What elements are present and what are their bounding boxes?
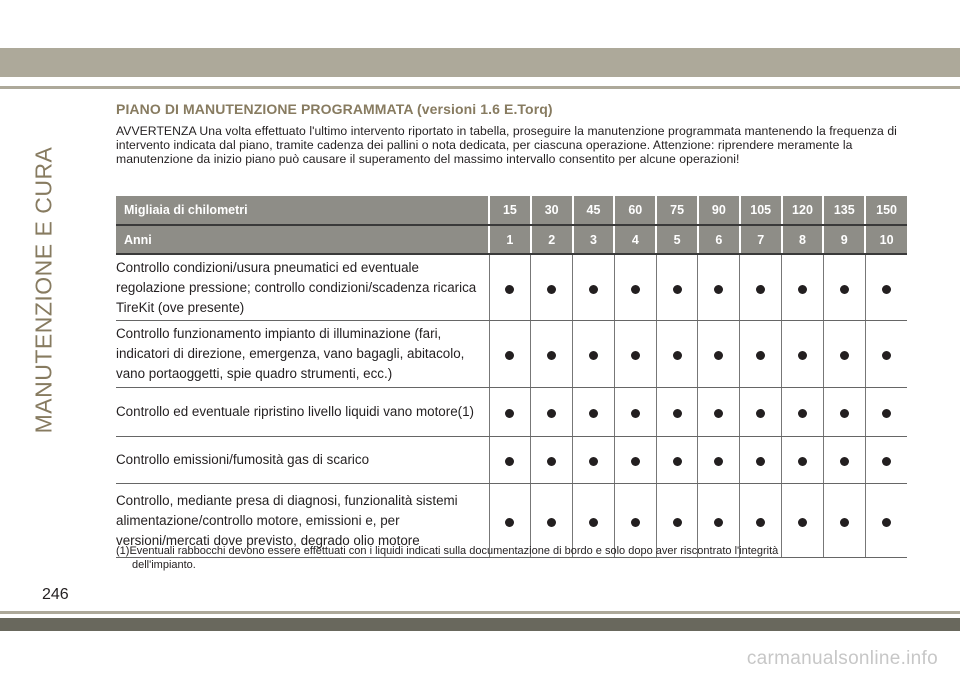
scheduled-dot-icon <box>882 518 891 527</box>
scheduled-dot-icon <box>798 457 807 466</box>
scheduled-dot-icon <box>882 285 891 294</box>
scheduled-dot-icon <box>882 457 891 466</box>
scheduled-dot-icon <box>714 351 723 360</box>
km-value: 15 <box>489 196 531 225</box>
year-value: 4 <box>614 225 656 254</box>
scheduled-dot-icon <box>714 285 723 294</box>
top-divider <box>0 86 960 89</box>
table-row <box>116 388 907 437</box>
scheduled-dot-icon <box>714 409 723 418</box>
scheduled-dot-icon <box>631 457 640 466</box>
operation-label: Controllo, mediante presa di diagnosi, funzionalità sistemi alimentazione/controllo motore, emissioni e, per versioni/mercati dove previsto, degrado olio motore <box>116 484 489 558</box>
km-header-label: Migliaia di chilometri <box>116 196 489 225</box>
year-value: 6 <box>698 225 740 254</box>
scheduled-dot-icon <box>505 351 514 360</box>
scheduled-dot-icon <box>547 351 556 360</box>
operation-label: Controllo funzionamento impianto di illuminazione (fari, indicatori di direzione, emergenza, vano bagagli, abitacolo, vano portaoggetti, spie quadro strumenti, ecc.) <box>116 321 489 388</box>
scheduled-dot-icon <box>547 285 556 294</box>
bottom-decorative-band <box>0 618 960 631</box>
table-footnote <box>116 544 907 572</box>
year-value: 7 <box>740 225 782 254</box>
scheduled-dot-icon <box>882 351 891 360</box>
km-value: 135 <box>823 196 865 225</box>
scheduled-dot-icon <box>798 351 807 360</box>
scheduled-dot-icon <box>589 351 598 360</box>
scheduled-dot-icon <box>840 518 849 527</box>
scheduled-dot-icon <box>798 285 807 294</box>
scheduled-dot-icon <box>673 285 682 294</box>
operation-label: Controllo condizioni/usura pneumatici ed eventuale regolazione pressione; controllo condizioni/scadenza ricarica TireKit (ove presente) <box>116 254 489 321</box>
scheduled-dot-icon <box>840 285 849 294</box>
km-value: 30 <box>531 196 573 225</box>
scheduled-dot-icon <box>589 457 598 466</box>
km-value: 60 <box>614 196 656 225</box>
chapter-side-title: MANUTENZIONE E CURA <box>30 146 57 434</box>
scheduled-dot-icon <box>798 518 807 527</box>
table-row <box>116 437 907 484</box>
section-title: PIANO DI MANUTENZIONE PROGRAMMATA (versioni 1.6 E.Torq) <box>116 101 553 117</box>
scheduled-dot-icon <box>589 409 598 418</box>
scheduled-dot-icon <box>756 285 765 294</box>
operation-label: Controllo emissioni/fumosità gas di scarico <box>116 437 489 484</box>
warning-text: AVVERTENZA Una volta effettuato l'ultimo intervento riportato in tabella, proseguire la manutenzione programmata mantenendo la frequenza di intervento indicata dal piano, tramite cadenza dei pallini o nota dedicata, per ciascuna operazione. Attenzione: riprendere meramente la manutenzione da inizio piano può causare il superamento del massimo intervallo consentito per alcune operazioni! <box>116 124 897 166</box>
km-value: 150 <box>865 196 907 225</box>
scheduled-dot-icon <box>631 518 640 527</box>
year-value: 2 <box>531 225 573 254</box>
scheduled-dot-icon <box>756 351 765 360</box>
km-value: 105 <box>740 196 782 225</box>
table-row <box>116 321 907 388</box>
footnote-line-1: (1)Eventuali rabbocchi devono essere effettuati con i liquidi indicati sulla documentazione di bordo e solo dopo aver riscontrato l'integrità <box>116 545 779 557</box>
scheduled-dot-icon <box>714 457 723 466</box>
page-content <box>116 101 907 571</box>
scheduled-dot-icon <box>505 285 514 294</box>
scheduled-dot-icon <box>714 518 723 527</box>
scheduled-dot-icon <box>589 285 598 294</box>
top-decorative-band <box>0 48 960 77</box>
scheduled-dot-icon <box>798 409 807 418</box>
year-value: 8 <box>782 225 824 254</box>
scheduled-dot-icon <box>673 351 682 360</box>
footnote-line-2: dell'impianto. <box>132 559 196 571</box>
scheduled-dot-icon <box>631 351 640 360</box>
scheduled-dot-icon <box>673 457 682 466</box>
scheduled-dot-icon <box>673 518 682 527</box>
table-row <box>116 254 907 321</box>
scheduled-dot-icon <box>631 285 640 294</box>
year-value: 9 <box>823 225 865 254</box>
scheduled-dot-icon <box>840 409 849 418</box>
scheduled-dot-icon <box>547 409 556 418</box>
site-watermark: carmanualsonline.info <box>746 648 938 669</box>
scheduled-dot-icon <box>505 409 514 418</box>
scheduled-dot-icon <box>756 409 765 418</box>
years-header-row <box>116 225 907 254</box>
km-value: 120 <box>782 196 824 225</box>
scheduled-dot-icon <box>840 351 849 360</box>
scheduled-dot-icon <box>756 518 765 527</box>
scheduled-dot-icon <box>547 518 556 527</box>
km-value: 90 <box>698 196 740 225</box>
years-header-label: Anni <box>116 225 489 254</box>
year-value: 3 <box>573 225 615 254</box>
scheduled-dot-icon <box>673 409 682 418</box>
scheduled-dot-icon <box>505 457 514 466</box>
year-value: 10 <box>865 225 907 254</box>
year-value: 5 <box>656 225 698 254</box>
scheduled-dot-icon <box>840 457 849 466</box>
scheduled-dot-icon <box>505 518 514 527</box>
km-value: 75 <box>656 196 698 225</box>
km-value: 45 <box>573 196 615 225</box>
bottom-divider <box>0 611 960 614</box>
scheduled-dot-icon <box>547 457 556 466</box>
page-number: 246 <box>42 586 69 603</box>
scheduled-dot-icon <box>589 518 598 527</box>
scheduled-dot-icon <box>756 457 765 466</box>
maintenance-table <box>116 196 907 558</box>
year-value: 1 <box>489 225 531 254</box>
scheduled-dot-icon <box>631 409 640 418</box>
km-header-row <box>116 196 907 225</box>
operation-label: Controllo ed eventuale ripristino livello liquidi vano motore(1) <box>116 388 489 437</box>
scheduled-dot-icon <box>882 409 891 418</box>
